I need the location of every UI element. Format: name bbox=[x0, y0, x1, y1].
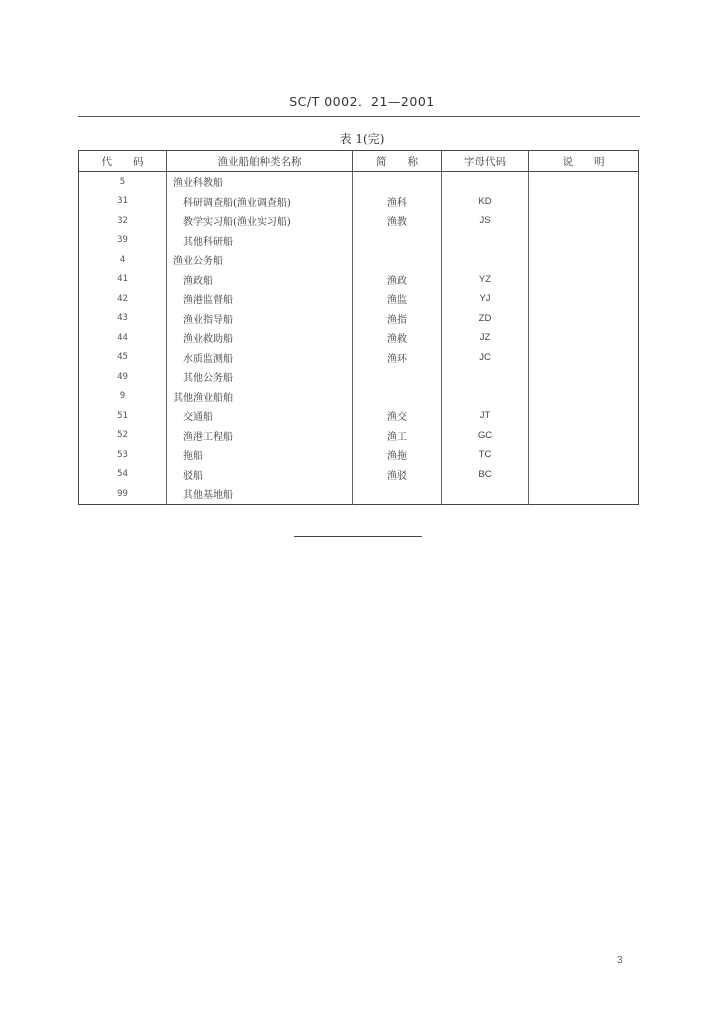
row-remarks bbox=[529, 289, 639, 309]
row-name: 其他科研船 bbox=[167, 231, 353, 251]
row-letter-code: ZD bbox=[442, 309, 529, 329]
row-letter-code bbox=[442, 387, 529, 407]
row-name: 渔业救助船 bbox=[167, 328, 353, 348]
row-remarks bbox=[529, 387, 639, 407]
table-row bbox=[79, 426, 639, 446]
row-name: 其他基地船 bbox=[167, 484, 353, 504]
row-name: 渔港工程船 bbox=[167, 426, 353, 446]
row-letter-code: JC bbox=[442, 348, 529, 368]
row-code: 31 bbox=[79, 192, 167, 212]
row-abbreviation bbox=[353, 172, 442, 192]
row-name: 驳船 bbox=[167, 465, 353, 485]
row-code: 9 bbox=[79, 387, 167, 407]
row-abbreviation: 渔交 bbox=[353, 406, 442, 426]
row-abbreviation bbox=[353, 387, 442, 407]
row-letter-code: YJ bbox=[442, 289, 529, 309]
row-abbreviation bbox=[353, 250, 442, 270]
table-row bbox=[79, 250, 639, 270]
row-abbreviation: 渔政 bbox=[353, 270, 442, 290]
table-row bbox=[79, 465, 639, 485]
row-abbreviation bbox=[353, 367, 442, 387]
row-abbreviation: 渔救 bbox=[353, 328, 442, 348]
header-abbreviation: 简 称 bbox=[353, 151, 442, 172]
row-name: 科研调查船(渔业调查船) bbox=[167, 192, 353, 212]
row-remarks bbox=[529, 406, 639, 426]
row-remarks bbox=[529, 367, 639, 387]
row-code: 4 bbox=[79, 250, 167, 270]
row-remarks bbox=[529, 231, 639, 251]
row-abbreviation: 渔环 bbox=[353, 348, 442, 368]
row-abbreviation: 渔教 bbox=[353, 211, 442, 231]
row-abbreviation: 渔工 bbox=[353, 426, 442, 446]
header-code: 代 码 bbox=[79, 151, 167, 172]
table-body bbox=[79, 172, 639, 505]
standard-code: SC/T 0002．21—2001 bbox=[289, 94, 435, 109]
table-row bbox=[79, 289, 639, 309]
table-row bbox=[79, 172, 639, 192]
row-abbreviation: 渔驳 bbox=[353, 465, 442, 485]
row-code: 54 bbox=[79, 465, 167, 485]
end-of-table-rule bbox=[294, 536, 422, 537]
table-header-row bbox=[79, 151, 639, 172]
row-letter-code bbox=[442, 231, 529, 251]
row-name: 渔政船 bbox=[167, 270, 353, 290]
row-name: 水质监测船 bbox=[167, 348, 353, 368]
row-name: 渔港监督船 bbox=[167, 289, 353, 309]
row-abbreviation: 渔监 bbox=[353, 289, 442, 309]
table-row bbox=[79, 406, 639, 426]
page-number: 3 bbox=[617, 955, 623, 966]
header-remarks: 说 明 bbox=[529, 151, 639, 172]
row-code: 41 bbox=[79, 270, 167, 290]
table-row bbox=[79, 270, 639, 290]
row-code: 53 bbox=[79, 445, 167, 465]
header-divider bbox=[78, 116, 640, 117]
row-letter-code: JT bbox=[442, 406, 529, 426]
row-code: 52 bbox=[79, 426, 167, 446]
row-letter-code: GC bbox=[442, 426, 529, 446]
row-abbreviation: 渔指 bbox=[353, 309, 442, 329]
row-remarks bbox=[529, 484, 639, 504]
row-remarks bbox=[529, 192, 639, 212]
table-row bbox=[79, 211, 639, 231]
row-code: 32 bbox=[79, 211, 167, 231]
row-remarks bbox=[529, 445, 639, 465]
row-name: 渔业科教船 bbox=[167, 172, 353, 192]
table-row bbox=[79, 328, 639, 348]
row-abbreviation: 渔科 bbox=[353, 192, 442, 212]
row-code: 51 bbox=[79, 406, 167, 426]
header-letter-code: 字母代码 bbox=[442, 151, 529, 172]
table-row bbox=[79, 367, 639, 387]
row-remarks bbox=[529, 250, 639, 270]
row-remarks bbox=[529, 211, 639, 231]
table-row bbox=[79, 309, 639, 329]
table-row bbox=[79, 192, 639, 212]
row-letter-code: JS bbox=[442, 211, 529, 231]
row-code: 39 bbox=[79, 231, 167, 251]
vessel-code-table bbox=[78, 150, 639, 505]
table-row bbox=[79, 387, 639, 407]
row-abbreviation: 渔拖 bbox=[353, 445, 442, 465]
row-name: 交通船 bbox=[167, 406, 353, 426]
header-name: 渔业船舶种类名称 bbox=[167, 151, 353, 172]
row-code: 49 bbox=[79, 367, 167, 387]
row-name: 其他公务船 bbox=[167, 367, 353, 387]
row-letter-code bbox=[442, 172, 529, 192]
row-name: 渔业指导船 bbox=[167, 309, 353, 329]
row-letter-code bbox=[442, 367, 529, 387]
row-letter-code: JZ bbox=[442, 328, 529, 348]
row-name: 教学实习船(渔业实习船) bbox=[167, 211, 353, 231]
row-remarks bbox=[529, 328, 639, 348]
row-code: 5 bbox=[79, 172, 167, 192]
row-remarks bbox=[529, 465, 639, 485]
row-name: 其他渔业船舶 bbox=[167, 387, 353, 407]
row-remarks bbox=[529, 309, 639, 329]
table-row bbox=[79, 348, 639, 368]
row-abbreviation bbox=[353, 484, 442, 504]
row-code: 43 bbox=[79, 309, 167, 329]
row-letter-code bbox=[442, 250, 529, 270]
row-code: 44 bbox=[79, 328, 167, 348]
row-remarks bbox=[529, 348, 639, 368]
row-code: 42 bbox=[79, 289, 167, 309]
row-letter-code: YZ bbox=[442, 270, 529, 290]
row-abbreviation bbox=[353, 231, 442, 251]
row-letter-code: TC bbox=[442, 445, 529, 465]
row-remarks bbox=[529, 172, 639, 192]
row-letter-code: BC bbox=[442, 465, 529, 485]
table-row bbox=[79, 484, 639, 504]
row-remarks bbox=[529, 270, 639, 290]
table-title: 表 1(完) bbox=[339, 132, 385, 146]
row-code: 99 bbox=[79, 484, 167, 504]
row-letter-code: KD bbox=[442, 192, 529, 212]
table-row bbox=[79, 445, 639, 465]
table-row bbox=[79, 231, 639, 251]
row-name: 渔业公务船 bbox=[167, 250, 353, 270]
row-remarks bbox=[529, 426, 639, 446]
row-letter-code bbox=[442, 484, 529, 504]
row-code: 45 bbox=[79, 348, 167, 368]
row-name: 拖船 bbox=[167, 445, 353, 465]
